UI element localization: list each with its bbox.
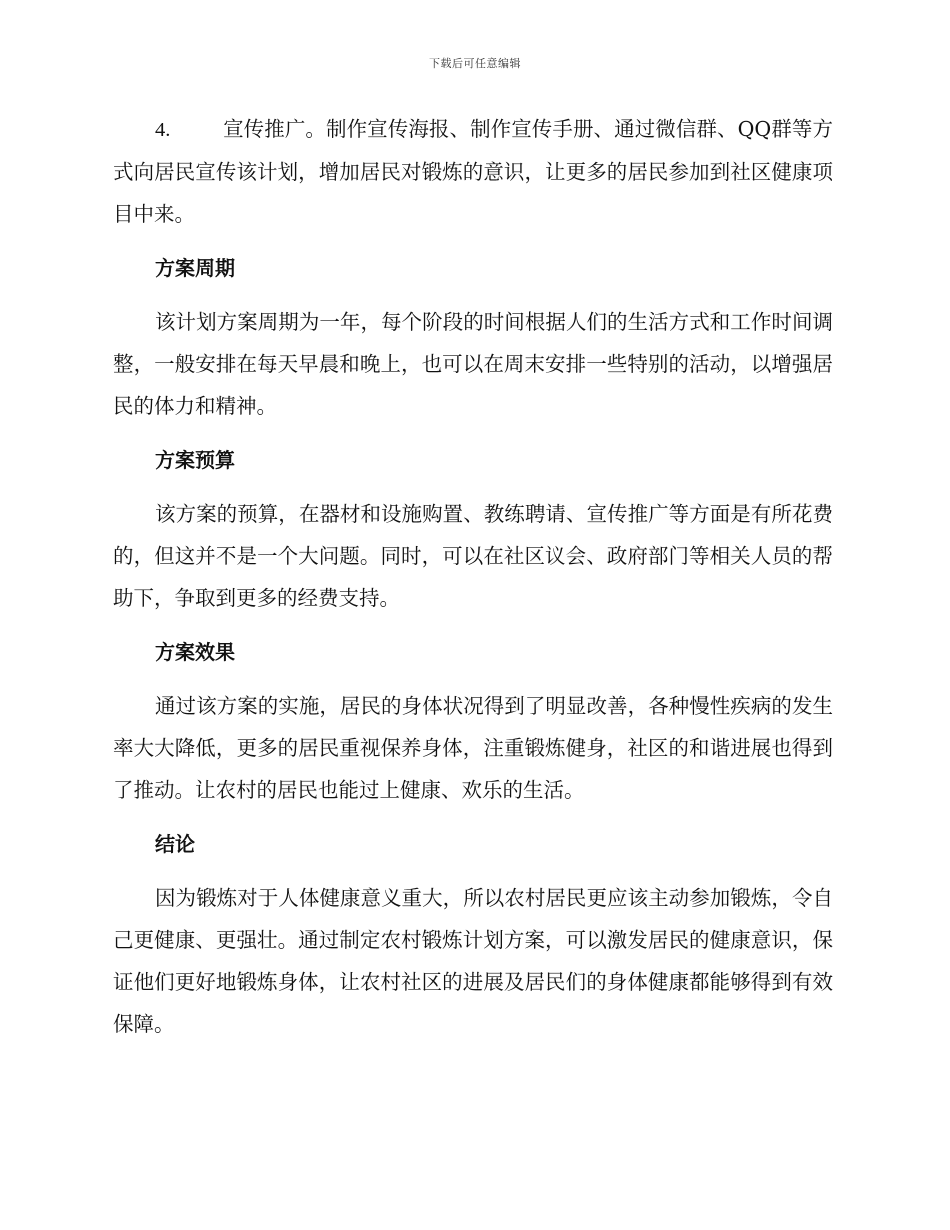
section-heading-effect: 方案效果 [155,640,235,664]
list-item-text: 宣传推广。制作宣传海报、制作宣传手册、通过微信群、QQ群等方式向居民宣传该计划，增加居民对锻炼的意识，让更多的居民参加到社区健康项目中来。 [113,117,833,226]
section-body-budget: 该方案的预算，在器材和设施购置、教练聘请、宣传推广等方面是有所花费的，但这并不是一个大问题。同时，可以在社区议会、政府部门等相关人员的帮助下，争取到更多的经费支持。 [113,502,833,610]
section-body-cycle: 该计划方案周期为一年，每个阶段的时间根据人们的生活方式和工作时间调整，一般安排在每天早晨和晚上，也可以在周末安排一些特别的活动，以增强居民的体力和精神。 [113,310,833,418]
section-body-conclusion: 因为锻炼对于人体健康意义重大，所以农村居民更应该主动参加锻炼，令自己更健康、更强壮。通过制定农村锻炼计划方案，可以激发居民的健康意识，保证他们更好地锻炼身体，让农村社区的进展及居民们的身体健康都能够得到有效保障。 [113,886,833,1036]
document-body [113,108,833,1045]
list-item-4 [113,108,833,235]
list-item-number: 4. [155,119,171,141]
page-header: 下载后可任意编辑 [429,57,521,70]
section-heading-budget: 方案预算 [155,448,235,472]
section-heading-cycle: 方案周期 [155,256,235,280]
section-heading-conclusion: 结论 [155,832,195,856]
section-body-effect: 通过该方案的实施，居民的身体状况得到了明显改善，各种慢性疾病的发生率大大降低，更多的居民重视保养身体，注重锻炼健身，社区的和谐进展也得到了推动。让农村的居民也能过上健康、欢乐的生活。 [113,694,833,802]
